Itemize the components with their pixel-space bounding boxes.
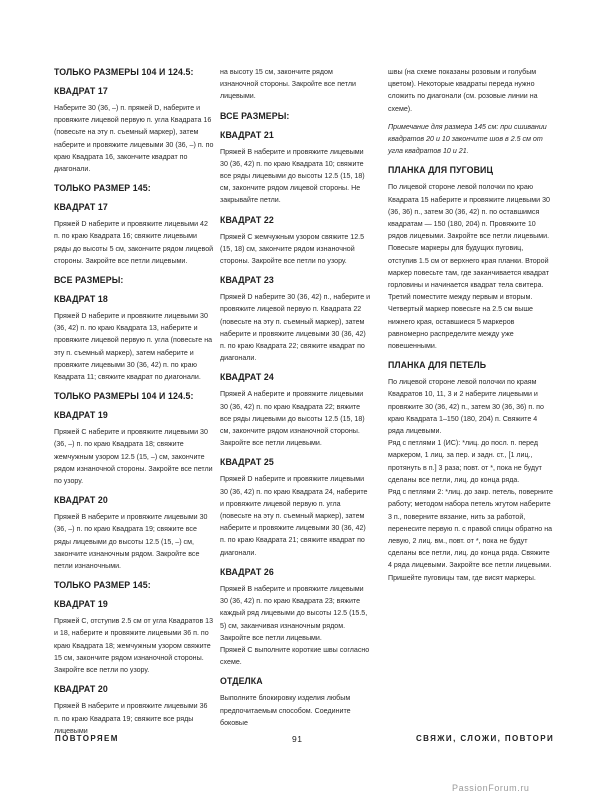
section-heading: КВАДРАТ 20 (54, 684, 108, 695)
body-paragraph: Пряжей B наберите и провяжите лицевыми 36 п. по краю Квадрата 19; свяжите все ряды лицевыми (54, 702, 208, 735)
body-paragraph: Пряжей D наберите и провяжите лицевыми 42 п. по краю Квадрата 16; свяжите лицевыми ряды до высоты 5 см, закончите рядом лицевой стороны. Закройте все петли лицевыми. (54, 220, 214, 265)
section-heading: ВСЕ РАЗМЕРЫ: (54, 275, 124, 286)
section-heading: КВАДРАТ 21 (220, 129, 274, 140)
section-heading: ПЛАНКА ДЛЯ ПЕТЕЛЬ (388, 360, 487, 371)
column-right (388, 66, 554, 584)
section-heading: КВАДРАТ 25 (220, 457, 274, 468)
section-heading: ОТДЕЛКА (220, 676, 263, 687)
body-paragraph: Пряжей B наберите и провяжите лицевыми 30 (36, –) п. по краю Квадрата 19; свяжите все ряды лицевыми до высоты 12.5 (15, –) см, закончите изнаночным рядом. Закройте все петли изнаночными. (54, 513, 208, 571)
body-paragraph: Пряжей B наберите и провяжите лицевыми 30 (36, 42) п. по краю Квадрата 23; вяжите каждый ряд лицевыми до высоты 12.5 (15.5, 5) см, заканчивая изнаночным рядом. Закройте все петли лицевыми. (220, 584, 368, 642)
section-heading: КВАДРАТ 26 (220, 566, 274, 577)
section-heading: ПЛАНКА ДЛЯ ПУГОВИЦ (388, 165, 493, 176)
section-heading: КВАДРАТ 22 (220, 214, 274, 225)
section-heading: ВСЕ РАЗМЕРЫ: (220, 110, 290, 121)
section-heading: ТОЛЬКО РАЗМЕРЫ 104 И 124.5: (54, 67, 194, 77)
body-paragraph: Ряд с петлями 2: *лиц. до закр. петель, поверните работу; методом набора петель жгутом наберите 3 п., поверните вязание, нить за работой, перенесите первую п. с правой спицы обратно на левую, 2 лиц. вм., повт. от *, пока не будут сделаны все петли, лиц. до конца ряда. Свяжите 4 ряда лицевыми. Закройте все петли лицевыми. (388, 488, 553, 570)
body-paragraph: на высоту 15 см, закончите рядом изнаночной стороны. Закройте все петли лицевыми. (220, 68, 356, 101)
footer-section-title: ПОВТОРЯЕМ (55, 734, 119, 743)
body-paragraph: Выполните блокировку изделия любым предпочитаемым способом. Соедините боковые (220, 694, 351, 727)
section-heading: КВАДРАТ 17 (54, 202, 108, 213)
body-paragraph: Пряжей D наберите и провяжите лицевыми 30 (36, 42) п. по краю Квадрата 24, наберите и провяжите лицевой первую п. угла (повесьте на эту п. съемный маркер), затем наберите и провяжите лицевыми 30 (36, 42) п. по краю Квадрата 21; свяжите квадрат по диагонали. (220, 475, 368, 557)
body-paragraph: Пряжей D наберите 30 (36, 42) п., наберите и провяжите лицевой первую п. Квадрата 22 (повесьте на эту п. съемный маркер), затем наберите и провяжите лицевыми 30 (36, 42) п. по краю Квадрата 22; свяжите квадрат по диагонали. (220, 293, 371, 363)
page-number: 91 (292, 734, 303, 744)
section-heading: КВАДРАТ 20 (54, 495, 108, 506)
body-paragraph: Пряжей C жемчужным узором свяжите 12.5 (15, 18) см, закончите рядом изнаночной стороны. Закройте все петли по узору. (220, 232, 365, 266)
section-heading: ТОЛЬКО РАЗМЕР 145: (54, 183, 151, 194)
body-paragraph: Пряжей B наберите и провяжите лицевыми 30 (36, 42) п. по краю Квадрата 10; свяжите все ряды лицевыми до высоты 12.5 (15, 18) см, закончите рядом лицевой стороны. Не закрывайте петли. (220, 147, 365, 205)
body-paragraph: По лицевой стороне левой полочки по краю Квадрата 15 наберите и провяжите лицевыми 30 (36, 36) п., затем 30 (36, 42) п. по оставшимся квадратам — 150 (180, 204) п. Провяжите 10 рядов лицевыми. Закройте все петли лицевыми. Повесьте маркеры для будущих пуговиц, отступив 1.5 см от верхнего края планки. Второй маркер повесьте там, где заканчивается квадрат горловины и начинается квадрат тела свитера. Третий поместите между первым и вторым. Четвертый маркер повесьте на 2.5 см выше нижнего края, оставшиеся 5 маркеров равномерно распределите между уже повешенными. (388, 183, 550, 351)
body-paragraph: Пряжей C наберите и провяжите лицевыми 30 (36, –) п. по краю Квадрата 18; свяжите жемчужным узором 12.5 (15, –) см, закончите рядом изнаночной стороны. Закройте все петли по узору. (54, 428, 213, 486)
watermark: PassionForum.ru (452, 783, 530, 793)
section-heading: КВАДРАТ 23 (220, 275, 274, 286)
section-heading: КВАДРАТ 24 (220, 372, 274, 383)
body-paragraph: Пряжей C, отступив 2.5 см от угла Квадратов 13 и 18, наберите и провяжите лицевыми 36 п. по краю Квадрата 18; жемчужным узором свяжите 15 см, закончите рядом изнаночной стороны. Закройте все петли по узору. (54, 617, 214, 675)
section-heading: ТОЛЬКО РАЗМЕРЫ 104 И 124.5: (54, 391, 194, 402)
body-paragraph: Наберите 30 (36, –) п. пряжей D, наберите и провяжите лицевой первую п. угла Квадрата 16 (повесьте на эту п. съемный маркер), затем наберите и провяжите лицевыми 30 (36, –) п. по краю Квадрата 16, закончите квадрат по диагонали. (54, 104, 214, 174)
section-heading: КВАДРАТ 18 (54, 294, 108, 305)
body-paragraph: Пряжей C выполните короткие швы согласно схеме. (220, 645, 370, 667)
section-heading: КВАДРАТ 17 (54, 86, 108, 96)
body-paragraph: швы (на схеме показаны розовым и голубым цветом). Некоторые квадраты передa нужно сложить по диагонали (см. розовые линии на схеме). (388, 68, 538, 113)
note-paragraph: Примечание для размера 145 см: при сшивании квадратов 20 и 10 закончите шов в 2.5 см от угла квадратов 10 и 21. (388, 122, 547, 156)
footer-magazine-title: СВЯЖИ, СЛОЖИ, ПОВТОРИ (416, 734, 555, 743)
section-heading: ТОЛЬКО РАЗМЕР 145: (54, 580, 151, 591)
body-paragraph: Пряжей D наберите и провяжите лицевыми 30 (36, 42) п. по краю Квадрата 13, наберите и провяжите лицевой первую п. угла (повесьте на эту п. съемный маркер), затем наберите и провяжите лицевыми 30 (36, 42) п. по краю Квадрата 11; свяжите квадрат по диагонали. (54, 312, 213, 382)
column-left (54, 66, 214, 737)
section-heading: КВАДРАТ 19 (54, 410, 108, 421)
body-paragraph: Пряжей A наберите и провяжите лицевыми 30 (36, 42) п. по краю Квадрата 22; вяжите все ряды лицевыми до высоты 12.5 (15, 18) см, закончите рядом изнаночной стороны. Закройте все петли лицевыми. (220, 390, 365, 448)
column-middle (220, 66, 372, 729)
body-paragraph: Пришейте пуговицы там, где висят маркеры. (388, 573, 536, 582)
body-paragraph: Ряд с петлями 1 (ИС): *лиц. до посл. п. перед маркером, 1 лиц. за пер. и задн. ст., [1 лиц., протянуть в п.] 3 раза; повт. от *, пока не будут сделаны все петли, лиц. до конца ряда. (388, 439, 542, 484)
body-paragraph: По лицевой стороне левой полочки по краям Квадратов 10, 11, 3 и 2 наберите лицевыми и провяжите 30 (36, 42) п., затем 30 (36, 36) п. по краю Квадрата 1–150 (180, 204) п. Свяжите 4 ряда лицевыми. (388, 378, 544, 436)
section-heading: КВАДРАТ 19 (54, 599, 108, 610)
